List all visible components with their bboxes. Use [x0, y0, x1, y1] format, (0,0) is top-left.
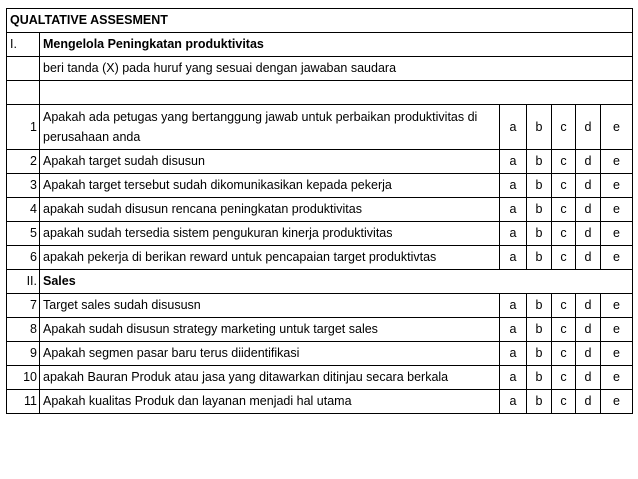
answer-option-b[interactable]: b — [527, 342, 552, 366]
question-number: 3 — [7, 174, 40, 198]
answer-option-a[interactable]: a — [500, 246, 527, 270]
question-text: Apakah sudah disusun strategy marketing untuk target sales — [40, 318, 500, 342]
answer-option-b[interactable]: b — [527, 222, 552, 246]
empty-cell — [7, 57, 40, 81]
empty-cell — [40, 81, 633, 105]
answer-option-e[interactable]: e — [601, 390, 633, 414]
answer-option-c[interactable]: c — [552, 105, 576, 150]
answer-option-a[interactable]: a — [500, 318, 527, 342]
answer-option-a[interactable]: a — [500, 150, 527, 174]
question-text: apakah sudah disusun rencana peningkatan produktivitas — [40, 198, 500, 222]
sheet-title: QUALTATIVE ASSESMENT — [7, 9, 633, 33]
answer-option-b[interactable]: b — [527, 174, 552, 198]
answer-option-d[interactable]: d — [576, 222, 601, 246]
question-number: 2 — [7, 150, 40, 174]
answer-option-d[interactable]: d — [576, 198, 601, 222]
answer-option-a[interactable]: a — [500, 222, 527, 246]
question-row — [7, 294, 633, 318]
answer-option-d[interactable]: d — [576, 174, 601, 198]
title-row — [7, 9, 633, 33]
answer-option-d[interactable]: d — [576, 366, 601, 390]
answer-option-b[interactable]: b — [527, 294, 552, 318]
answer-option-c[interactable]: c — [552, 150, 576, 174]
answer-option-e[interactable]: e — [601, 105, 633, 150]
question-number: 4 — [7, 198, 40, 222]
section-1-heading: Mengelola Peningkatan produktivitas — [40, 33, 633, 57]
answer-option-d[interactable]: d — [576, 105, 601, 150]
question-text: Target sales sudah disususn — [40, 294, 500, 318]
question-number: 9 — [7, 342, 40, 366]
question-row — [7, 246, 633, 270]
question-number: 8 — [7, 318, 40, 342]
answer-option-c[interactable]: c — [552, 198, 576, 222]
answer-option-a[interactable]: a — [500, 174, 527, 198]
question-number: 7 — [7, 294, 40, 318]
section-2-heading: Sales — [40, 270, 633, 294]
question-text: Apakah target sudah disusun — [40, 150, 500, 174]
question-row — [7, 342, 633, 366]
assessment-table — [6, 8, 633, 414]
answer-option-e[interactable]: e — [601, 294, 633, 318]
section-1-header-row — [7, 33, 633, 57]
answer-option-d[interactable]: d — [576, 294, 601, 318]
answer-option-e[interactable]: e — [601, 150, 633, 174]
answer-option-d[interactable]: d — [576, 150, 601, 174]
question-text: Apakah ada petugas yang bertanggung jawab untuk perbaikan produktivitas di perusahaan anda — [40, 105, 500, 150]
answer-option-e[interactable]: e — [601, 366, 633, 390]
answer-option-a[interactable]: a — [500, 294, 527, 318]
question-row — [7, 318, 633, 342]
answer-option-a[interactable]: a — [500, 390, 527, 414]
answer-option-a[interactable]: a — [500, 198, 527, 222]
answer-option-b[interactable]: b — [527, 150, 552, 174]
answer-option-c[interactable]: c — [552, 342, 576, 366]
answer-option-b[interactable]: b — [527, 390, 552, 414]
answer-option-c[interactable]: c — [552, 174, 576, 198]
question-text: Apakah segmen pasar baru terus diidentifikasi — [40, 342, 500, 366]
answer-option-b[interactable]: b — [527, 105, 552, 150]
question-row — [7, 174, 633, 198]
answer-option-c[interactable]: c — [552, 222, 576, 246]
question-text: Apakah target tersebut sudah dikomunikasikan kepada pekerja — [40, 174, 500, 198]
section-1-number: I. — [7, 33, 40, 57]
question-row — [7, 198, 633, 222]
answer-option-e[interactable]: e — [601, 342, 633, 366]
answer-option-a[interactable]: a — [500, 366, 527, 390]
section-2-header-row — [7, 270, 633, 294]
question-row — [7, 222, 633, 246]
question-row — [7, 105, 633, 150]
answer-option-b[interactable]: b — [527, 318, 552, 342]
answer-option-a[interactable]: a — [500, 342, 527, 366]
section-2-number: II. — [7, 270, 40, 294]
instruction-row — [7, 57, 633, 81]
question-text: apakah sudah tersedia sistem pengukuran kinerja produktivitas — [40, 222, 500, 246]
answer-option-c[interactable]: c — [552, 318, 576, 342]
answer-option-d[interactable]: d — [576, 246, 601, 270]
answer-option-c[interactable]: c — [552, 390, 576, 414]
answer-option-c[interactable]: c — [552, 246, 576, 270]
question-number: 6 — [7, 246, 40, 270]
question-text: apakah pekerja di berikan reward untuk pencapaian target produktivtas — [40, 246, 500, 270]
answer-option-b[interactable]: b — [527, 198, 552, 222]
answer-option-e[interactable]: e — [601, 198, 633, 222]
answer-option-d[interactable]: d — [576, 390, 601, 414]
answer-option-d[interactable]: d — [576, 318, 601, 342]
empty-cell — [7, 81, 40, 105]
spreadsheet — [6, 8, 632, 414]
answer-option-c[interactable]: c — [552, 366, 576, 390]
answer-option-a[interactable]: a — [500, 105, 527, 150]
answer-option-e[interactable]: e — [601, 318, 633, 342]
question-text: Apakah kualitas Produk dan layanan menjadi hal utama — [40, 390, 500, 414]
answer-option-c[interactable]: c — [552, 294, 576, 318]
question-text: apakah Bauran Produk atau jasa yang ditawarkan ditinjau secara berkala — [40, 366, 500, 390]
question-number: 1 — [7, 105, 40, 150]
question-number: 5 — [7, 222, 40, 246]
answer-option-d[interactable]: d — [576, 342, 601, 366]
question-number: 10 — [7, 366, 40, 390]
question-row — [7, 366, 633, 390]
answer-option-e[interactable]: e — [601, 174, 633, 198]
answer-option-e[interactable]: e — [601, 222, 633, 246]
question-row — [7, 150, 633, 174]
instruction-text: beri tanda (X) pada huruf yang sesuai dengan jawaban saudara — [40, 57, 633, 81]
question-row — [7, 390, 633, 414]
answer-option-b[interactable]: b — [527, 366, 552, 390]
answer-option-b[interactable]: b — [527, 246, 552, 270]
question-number: 11 — [7, 390, 40, 414]
blank-row — [7, 81, 633, 105]
answer-option-e[interactable]: e — [601, 246, 633, 270]
